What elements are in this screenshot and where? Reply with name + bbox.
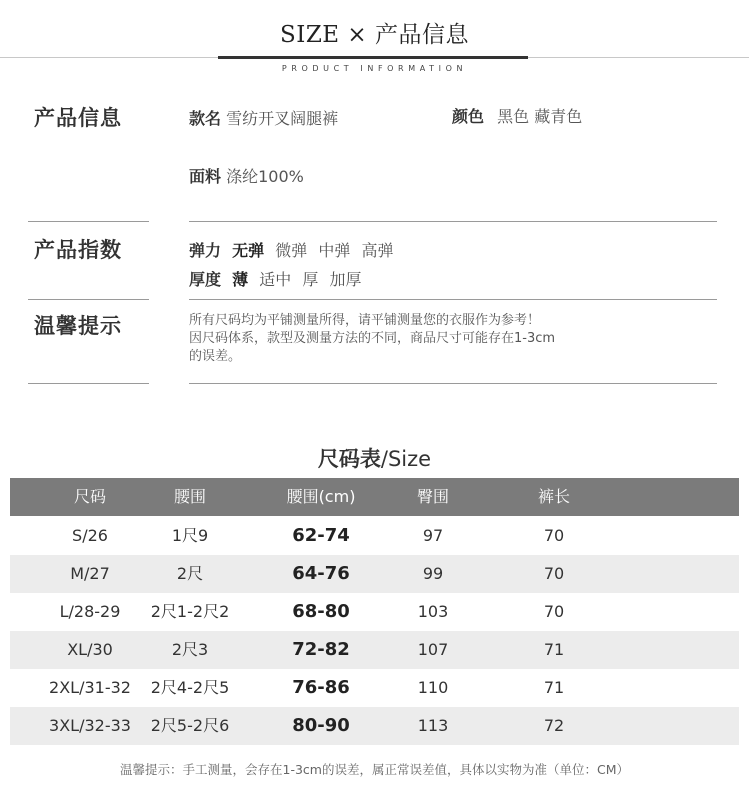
style-label: 款名 xyxy=(189,109,222,128)
divider-left-1 xyxy=(28,221,149,222)
cell-size: XL/30 xyxy=(67,640,113,659)
table-row xyxy=(10,707,739,745)
elasticity-option: 高弹 xyxy=(361,241,394,260)
cell-size: S/26 xyxy=(72,526,108,545)
cell-length: 71 xyxy=(543,678,565,697)
cell-waist: 2尺 xyxy=(176,564,204,583)
cell-hip: 97 xyxy=(422,526,444,545)
divider-right-2 xyxy=(189,299,717,300)
divider-left-2 xyxy=(28,299,149,300)
thickness-option: 加厚 xyxy=(329,270,362,289)
cell-hip: 110 xyxy=(417,678,449,697)
color-label: 颜色 xyxy=(452,107,485,126)
cell-length: 70 xyxy=(543,526,565,545)
thickness-option: 适中 xyxy=(259,270,292,289)
fabric-value: 涤纶100% xyxy=(226,167,304,186)
cell-waist: 2尺1-2尺2 xyxy=(150,602,230,621)
cell-waist: 2尺5-2尺6 xyxy=(150,716,230,735)
cell-waist-cm: 68-80 xyxy=(292,601,350,622)
table-row xyxy=(10,593,739,631)
cell-waist: 2尺4-2尺5 xyxy=(150,678,230,697)
header-cell-waist-cm: 腰围(cm) xyxy=(286,487,356,506)
divider-right-1 xyxy=(189,221,717,222)
footer-note: 温馨提示：手工测量，会存在1-3cm的误差，属正常误差值，具体以实物为准（单位：CM） xyxy=(120,762,629,777)
cell-waist-cm: 76-86 xyxy=(292,677,350,698)
cell-waist-cm: 62-74 xyxy=(292,525,350,546)
table-row xyxy=(10,555,739,593)
style-row xyxy=(189,106,338,129)
page-title: SIZE × 产品信息 xyxy=(279,22,469,48)
header-accent-bar xyxy=(218,56,528,59)
size-table-header xyxy=(10,478,739,516)
header-cell-hip: 臀围 xyxy=(416,487,449,506)
header-cell-size: 尺码 xyxy=(73,487,106,506)
elasticity-row xyxy=(189,238,393,261)
tips-text xyxy=(189,312,689,366)
cell-length: 70 xyxy=(543,564,565,583)
divider-right-3 xyxy=(189,383,717,384)
cell-hip: 113 xyxy=(417,716,449,735)
thickness-row xyxy=(189,267,361,290)
cell-waist-cm: 64-76 xyxy=(292,563,350,584)
color-row xyxy=(452,104,582,127)
table-row xyxy=(10,517,739,555)
cell-size: 2XL/31-32 xyxy=(49,678,131,697)
size-table-title: 尺码表/Size xyxy=(317,447,432,471)
cell-hip: 103 xyxy=(417,602,449,621)
page-subtitle: PRODUCT INFORMATION xyxy=(281,64,468,73)
elasticity-option-selected: 无弹 xyxy=(232,241,265,260)
color-value: 黑色 藏青色 xyxy=(497,107,583,126)
thickness-label: 厚度 xyxy=(189,270,222,289)
table-row xyxy=(10,631,739,669)
thickness-option: 厚 xyxy=(302,270,319,289)
cell-size: M/27 xyxy=(70,564,110,583)
cell-waist: 2尺3 xyxy=(171,640,209,659)
cell-waist-cm: 72-82 xyxy=(292,639,350,660)
tips-line: 的误差。 xyxy=(189,349,242,364)
tips-line: 所有尺码均为平铺测量所得，请平铺测量您的衣服作为参考！ xyxy=(189,313,541,328)
section-title-tips: 温馨提示 xyxy=(34,314,122,338)
elasticity-label: 弹力 xyxy=(189,241,222,260)
cell-hip: 107 xyxy=(417,640,449,659)
header-cell-waist: 腰围 xyxy=(173,487,206,506)
cell-length: 71 xyxy=(543,640,565,659)
cell-length: 72 xyxy=(543,716,565,735)
section-title-product-info: 产品信息 xyxy=(34,106,122,130)
table-row xyxy=(10,669,739,707)
cell-length: 70 xyxy=(543,602,565,621)
elasticity-option: 中弹 xyxy=(318,241,351,260)
cell-waist-cm: 80-90 xyxy=(292,715,350,736)
tips-line: 因尺码体系，款型及测量方法的不同，商品尺寸可能存在1-3cm xyxy=(189,331,556,346)
fabric-label: 面料 xyxy=(189,167,222,186)
elasticity-option: 微弹 xyxy=(275,241,308,260)
divider-left-3 xyxy=(28,383,149,384)
section-title-product-index: 产品指数 xyxy=(34,238,122,262)
thickness-option-selected: 薄 xyxy=(232,270,249,289)
fabric-row xyxy=(189,164,304,187)
cell-size: L/28-29 xyxy=(59,602,121,621)
header-cell-length: 裤长 xyxy=(537,487,570,506)
style-value: 雪纺开叉阔腿裤 xyxy=(226,109,339,128)
cell-waist: 1尺9 xyxy=(171,526,209,545)
cell-size: 3XL/32-33 xyxy=(49,716,131,735)
cell-hip: 99 xyxy=(422,564,444,583)
